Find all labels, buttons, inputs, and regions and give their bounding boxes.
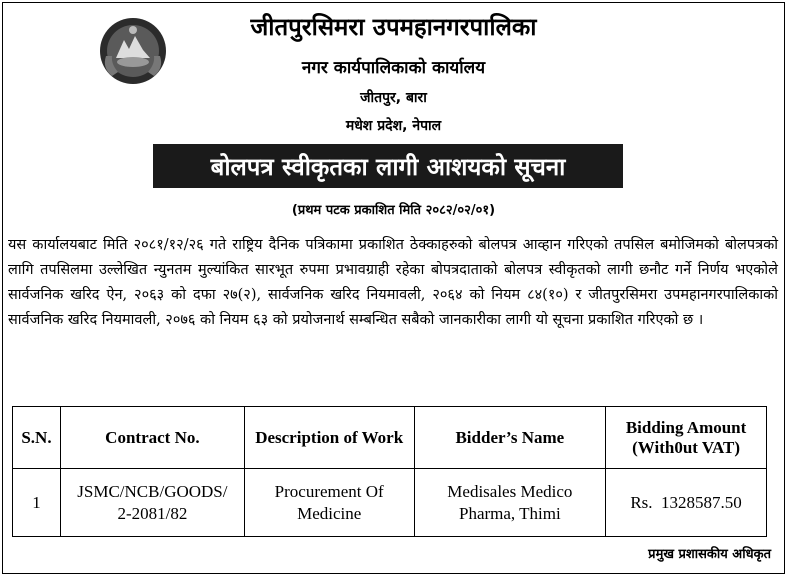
table-header-row bbox=[13, 407, 767, 469]
address-line-1: जीतपुर, बारा bbox=[360, 90, 427, 106]
contract-table bbox=[12, 406, 767, 537]
contract-no-line-1: JSMC/NCB/GOODS/ bbox=[77, 481, 228, 501]
signature-title: प्रमुख प्रशासकीय अधिकृत bbox=[648, 547, 771, 562]
header-description: Description of Work bbox=[244, 407, 414, 469]
cell-description bbox=[244, 469, 414, 537]
publication-date: (प्रथम पटक प्रकाशित मिति २०८२/०२/०१) bbox=[291, 203, 496, 218]
office-subtitle: नगर कार्यपालिकाको कार्यालय bbox=[301, 58, 486, 78]
table-row bbox=[13, 469, 767, 537]
bidder-line-1: Medisales Medico bbox=[447, 481, 573, 501]
header-bidding-amount: Bidding Amount (With0ut VAT) bbox=[606, 407, 767, 469]
cell-sn: 1 bbox=[13, 469, 61, 537]
contract-no-line-2: 2-2081/82 bbox=[117, 503, 188, 523]
cell-contract-no bbox=[60, 469, 244, 537]
header-bidder-name: Bidder’s Name bbox=[414, 407, 606, 469]
cell-bidding-amount: Rs. 1328587.50 bbox=[606, 469, 767, 537]
bidder-line-2: Pharma, Thimi bbox=[459, 503, 561, 523]
description-line-2: Medicine bbox=[297, 503, 362, 523]
header-contract-no: Contract No. bbox=[60, 407, 244, 469]
notice-body: यस कार्यालयबाट मिति २०८१/१२/२६ गते राष्ट्रिय दैनिक पत्रिकामा प्रकाशित ठेक्काहरुको बोलपत्र आव्हान गरिएको तपसिल बमोजिमको बोलपत्रको लागि तपसिलमा उल्लेखित न्युनतम मुल्यांकित सारभूत रुपमा प्रभावग्राही रहेका बोपत्रदाताको बोलपत्र स्वीकृतको लागी छनौट गर्ने निर्णय भएकोले सार्वजनिक खरिद ऐन, २०६३ को दफा २७(२), सार्वजनिक खरिद नियमावली, २०६४ को नियम ८४(१०) र जीतपुरसिमरा उपमहानगरपालिकाको सार्वजनिक खरिद नियमावली, २०७६ को नियम ६३ को प्रयोजनार्थ सम्बन्धित सबैको जानकारीका लागी यो सूचना प्रकाशित गरिएको छ । bbox=[8, 237, 778, 328]
cell-bidder-name bbox=[414, 469, 606, 537]
address-line-2: मधेश प्रदेश, नेपाल bbox=[345, 118, 442, 134]
header-sn: S.N. bbox=[13, 407, 61, 469]
notice-banner: बोलपत्र स्वीकृतका लागी आशयको सूचना bbox=[153, 144, 623, 188]
description-line-1: Procurement Of bbox=[274, 481, 384, 501]
municipality-title: जीतपुरसिमरा उपमहानगरपालिका bbox=[250, 13, 537, 41]
